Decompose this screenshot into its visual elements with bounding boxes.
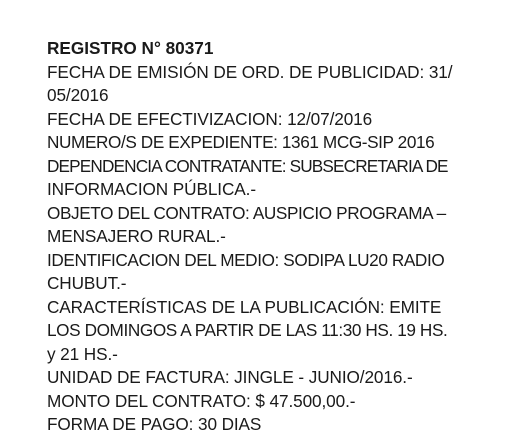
registro-heading: REGISTRO N° 80371 — [47, 38, 214, 58]
dependencia-contratante-line-1: DEPENDENCIA CONTRATANTE: SUBSECRETARIA DE — [47, 155, 448, 176]
numero-expediente-line: NUMERO/S DE EXPEDIENTE: 1361 MCG-SIP 2016 — [47, 132, 435, 152]
fecha-emision-line-1: FECHA DE EMISIÓN DE ORD. DE PUBLICIDAD: 31/ — [47, 61, 453, 82]
objeto-contrato-line-2: MENSAJERO RURAL.- — [47, 226, 226, 246]
fecha-emision-line-2: 05/2016 — [47, 85, 109, 105]
identificacion-medio-line-1: IDENTIFICACION DEL MEDIO: SODIPA LU20 RADIO — [47, 249, 445, 270]
monto-contrato-line: MONTO DEL CONTRATO: $ 47.500,00.- — [47, 390, 356, 411]
identificacion-medio-line-2: CHUBUT.- — [47, 273, 127, 293]
forma-pago-line: FORMA DE PAGO: 30 DIAS — [47, 414, 262, 434]
caracteristicas-line-3: y 21 HS.- — [47, 343, 118, 364]
fecha-efectivizacion-line: FECHA DE EFECTIVIZACION: 12/07/2016 — [47, 108, 373, 129]
unidad-factura-line: UNIDAD DE FACTURA: JINGLE - JUNIO/2016.- — [47, 367, 413, 387]
dependencia-contratante-line-2: INFORMACION PÚBLICA.- — [47, 179, 256, 199]
caracteristicas-line-2: LOS DOMINGOS A PARTIR DE LAS 11:30 HS. 19 HS. — [47, 320, 448, 340]
caracteristicas-line-1: CARACTERÍSTICAS DE LA PUBLICACIÓN: EMITE — [47, 296, 442, 317]
registro-document — [47, 37, 487, 437]
objeto-contrato-line-1: OBJETO DEL CONTRATO: AUSPICIO PROGRAMA – — [47, 202, 446, 223]
